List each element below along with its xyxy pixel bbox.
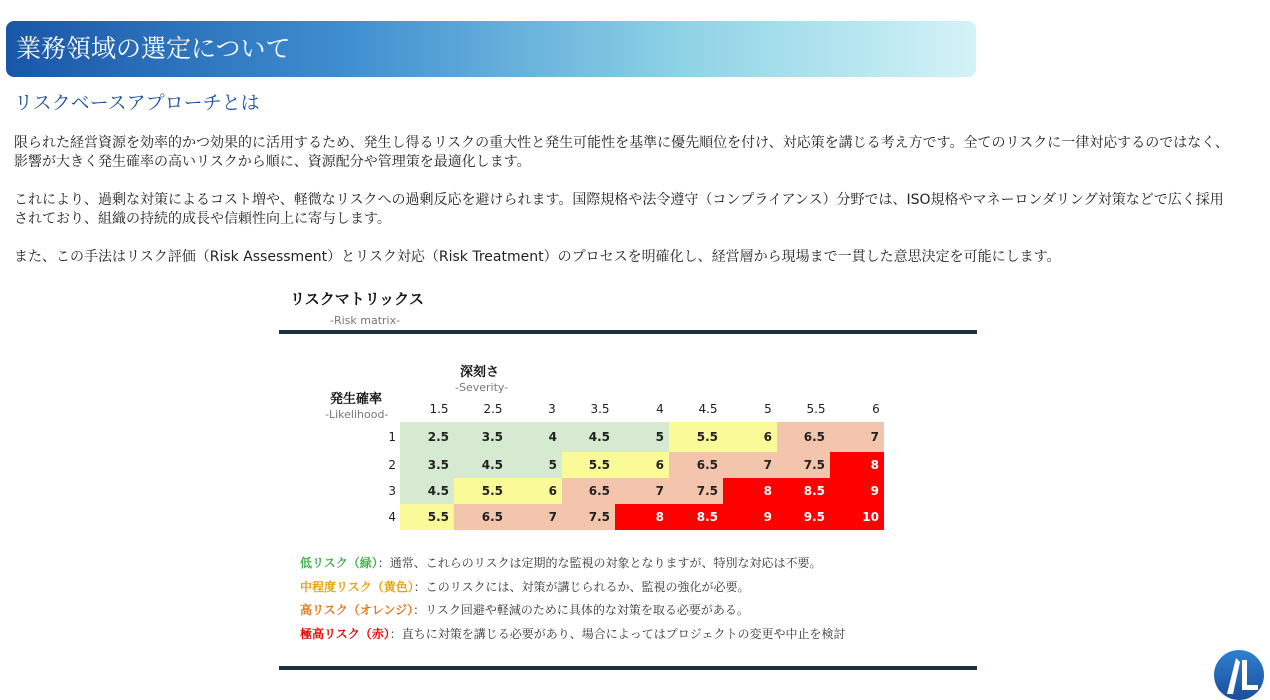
matrix-cell: 4.5 <box>454 452 508 478</box>
legend-critical-label: 極高リスク（赤） <box>300 627 390 641</box>
matrix-cell: 7 <box>723 452 777 478</box>
matrix-cell: 6.5 <box>669 452 723 478</box>
matrix-cell: 6 <box>508 478 562 504</box>
severity-label: 深刻さ <box>460 365 500 380</box>
paragraph-3: また、この手法はリスク評価（Risk Assessment）とリスク対応（Risk Treatment）のプロセスを明確化し、経営層から現場まで一貫した意思決定を可能にします。 <box>14 249 1061 265</box>
section-subtitle: リスクベースアプローチとは <box>14 92 260 114</box>
matrix-cell: 4.5 <box>562 422 615 452</box>
matrix-cell: 10 <box>830 504 884 530</box>
legend-low-label: 低リスク（緑） <box>300 556 378 570</box>
matrix-cell: 7 <box>615 478 669 504</box>
matrix-title: リスクマトリックス <box>290 290 424 308</box>
legend-medium <box>300 578 750 595</box>
matrix-title-en: -Risk matrix- <box>330 314 401 327</box>
matrix-cell: 8 <box>830 452 884 478</box>
matrix-cell: 7.5 <box>562 504 615 530</box>
legend-critical <box>300 625 846 642</box>
matrix-cell: 5.5 <box>454 478 508 504</box>
matrix-cell: 7 <box>508 504 562 530</box>
legend-critical-text: ：直ちに対策を講じる必要があり、場合によってはプロジェクトの変更や中止を検討 <box>389 627 846 641</box>
matrix-cell: 8.5 <box>777 478 830 504</box>
likelihood-tick: 3 <box>388 484 396 498</box>
matrix-cell: 3.5 <box>400 452 454 478</box>
divider-bottom <box>279 666 977 670</box>
severity-tick: 4.5 <box>698 402 718 416</box>
legend-high-label: 高リスク（オレンジ） <box>300 603 414 617</box>
likelihood-tick: 1 <box>388 430 396 444</box>
matrix-cell: 3.5 <box>454 422 508 452</box>
matrix-cell: 7.5 <box>669 478 723 504</box>
severity-tick: 3 <box>548 402 556 416</box>
severity-tick: 4 <box>656 402 664 416</box>
matrix-cell: 5 <box>508 452 562 478</box>
legend-low-text: ：通常、これらのリスクは定期的な監視の対象となりますが、特別な対応は不要。 <box>377 556 822 570</box>
matrix-cell: 7 <box>830 422 884 452</box>
matrix-cell: 5.5 <box>562 452 615 478</box>
matrix-cell: 8 <box>615 504 669 530</box>
company-logo-icon <box>1214 650 1264 700</box>
legend-high-text: ：リスク回避や軽減のために具体的な対策を取る必要がある。 <box>413 603 749 617</box>
matrix-cell: 2.5 <box>400 422 454 452</box>
matrix-cell: 7.5 <box>777 452 830 478</box>
matrix-cell: 8.5 <box>669 504 723 530</box>
paragraph-1: 限られた経営資源を効率的かつ効果的に活用するため、発生し得るリスクの重大性と発生可能性を基準に優先順位を付け、対応策を講じる考え方です。全てのリスクに一律対応するのではなく、影響が大きく発生確率の高いリスクから順に、資源配分や管理策を最適化します。 <box>14 135 1229 170</box>
legend-high <box>300 601 749 618</box>
matrix-cell: 4 <box>508 422 562 452</box>
matrix-cell: 6.5 <box>454 504 508 530</box>
page-title: 業務領域の選定について <box>16 34 291 63</box>
matrix-cell: 6.5 <box>562 478 615 504</box>
matrix-cell: 4.5 <box>400 478 454 504</box>
severity-tick: 1.5 <box>429 402 449 416</box>
severity-tick: 5.5 <box>806 402 826 416</box>
matrix-cell: 5.5 <box>400 504 454 530</box>
matrix-cell: 6 <box>723 422 777 452</box>
severity-tick: 2.5 <box>483 402 503 416</box>
matrix-cell: 8 <box>723 478 777 504</box>
likelihood-label: 発生確率 <box>330 392 383 407</box>
divider-top <box>279 330 977 334</box>
matrix-cell: 6 <box>615 452 669 478</box>
matrix-cell: 9.5 <box>777 504 830 530</box>
likelihood-tick: 2 <box>388 458 396 472</box>
legend-medium-text: ：このリスクには、対策が講じられるか、監視の強化が必要。 <box>413 580 750 594</box>
severity-label-en: -Severity- <box>455 381 509 394</box>
matrix-cell: 5 <box>615 422 669 452</box>
matrix-cell: 9 <box>830 478 884 504</box>
likelihood-label-en: -Likelihood- <box>325 408 389 421</box>
severity-tick: 6 <box>872 402 880 416</box>
title-banner <box>6 21 976 77</box>
legend-medium-label: 中程度リスク（黄色） <box>300 580 414 594</box>
paragraph-2: これにより、過剰な対策によるコスト増や、軽微なリスクへの過剰反応を避けられます。国際規格や法令遵守（コンプライアンス）分野では、ISO規格やマネーロンダリング対策などで広く採用されており、組織の持続的成長や信頼性向上に寄与します。 <box>14 192 1224 227</box>
severity-tick: 3.5 <box>590 402 610 416</box>
legend-low <box>300 554 822 571</box>
matrix-cell: 9 <box>723 504 777 530</box>
matrix-cell: 5.5 <box>669 422 723 452</box>
severity-tick: 5 <box>764 402 772 416</box>
likelihood-tick: 4 <box>388 510 396 524</box>
matrix-cell: 6.5 <box>777 422 830 452</box>
